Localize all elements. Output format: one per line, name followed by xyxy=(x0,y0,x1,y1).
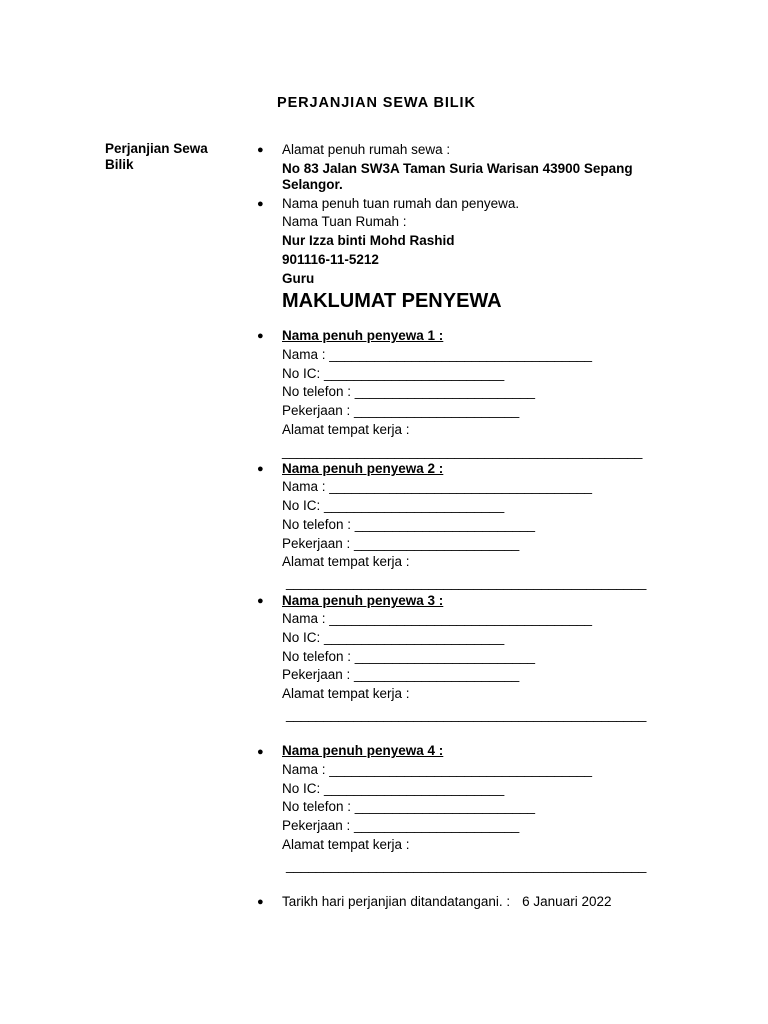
tenant-1-pekerjaan-field: Pekerjaan : ______________________ xyxy=(282,403,520,418)
signing-row xyxy=(282,893,611,911)
bullet-icon: ● xyxy=(257,595,264,607)
tenant-3-telefon-field: No telefon : ________________________ xyxy=(282,649,535,664)
tenant-4-telefon-field: No telefon : ________________________ xyxy=(282,799,535,814)
tenant-3-ic-field: No IC: ________________________ xyxy=(282,630,505,645)
tenant-1-heading: Nama penuh penyewa 1 : xyxy=(282,328,444,343)
tenant-3-heading: Nama penuh penyewa 3 : xyxy=(282,593,444,608)
side-label: Perjanjian Sewa Bilik xyxy=(105,141,208,172)
tenant-4-heading: Nama penuh penyewa 4 : xyxy=(282,743,444,758)
tenant-2-ic-field: No IC: ________________________ xyxy=(282,498,505,513)
tenant-3-alamat-line: ________________________________________________ xyxy=(286,707,647,722)
tenant-4-alamat-label: Alamat tempat kerja : xyxy=(282,837,410,852)
bullet-icon: ● xyxy=(257,330,264,342)
address-line-2: Selangor. xyxy=(282,177,343,192)
tenant-1-telefon-field: No telefon : ________________________ xyxy=(282,384,535,399)
tenant-2-alamat-line: ________________________________________________ xyxy=(286,575,647,590)
tenant-3-alamat-label: Alamat tempat kerja : xyxy=(282,686,410,701)
bullet-icon: ● xyxy=(257,746,264,758)
document-title: PERJANJIAN SEWA BILIK xyxy=(277,95,476,111)
signing-date: 6 Januari 2022 xyxy=(522,894,612,909)
tenant-3-nama-field: Nama : ___________________________________ xyxy=(282,611,593,626)
tenant-3-pekerjaan-field: Pekerjaan : ______________________ xyxy=(282,667,520,682)
tenant-1-alamat-label: Alamat tempat kerja : xyxy=(282,422,410,437)
tenant-4-alamat-line: ________________________________________________ xyxy=(286,858,647,873)
bullet-icon: ● xyxy=(257,198,264,210)
tenant-2-heading: Nama penuh penyewa 2 : xyxy=(282,461,444,476)
parties-label: Nama penuh tuan rumah dan penyewa. xyxy=(282,196,520,211)
tenant-4-ic-field: No IC: ________________________ xyxy=(282,781,505,796)
landlord-job: Guru xyxy=(282,271,315,286)
tenant-2-alamat-label: Alamat tempat kerja : xyxy=(282,554,410,569)
landlord-name: Nur Izza binti Mohd Rashid xyxy=(282,233,455,248)
address-label: Alamat penuh rumah sewa : xyxy=(282,142,451,157)
bullet-icon: ● xyxy=(257,896,264,908)
tenant-1-alamat-line: ________________________________________________ xyxy=(282,444,643,459)
tenant-4-pekerjaan-field: Pekerjaan : ______________________ xyxy=(282,818,520,833)
tenant-2-nama-field: Nama : ___________________________________ xyxy=(282,479,593,494)
tenant-1-nama-field: Nama : ___________________________________ xyxy=(282,347,593,362)
tenant-1-ic-field: No IC: ________________________ xyxy=(282,366,505,381)
tenant-section-heading: MAKLUMAT PENYEWA xyxy=(282,290,502,312)
tenant-4-nama-field: Nama : ___________________________________ xyxy=(282,762,593,777)
address-line-1: No 83 Jalan SW3A Taman Suria Warisan 43900 Sepang xyxy=(282,161,633,176)
signing-label: Tarikh hari perjanjian ditandatangani. : xyxy=(282,894,511,909)
landlord-ic: 901116-11-5212 xyxy=(282,252,379,267)
landlord-label: Nama Tuan Rumah : xyxy=(282,214,407,229)
tenant-2-telefon-field: No telefon : ________________________ xyxy=(282,517,535,532)
bullet-icon: ● xyxy=(257,463,264,475)
tenant-2-pekerjaan-field: Pekerjaan : ______________________ xyxy=(282,536,520,551)
bullet-icon: ● xyxy=(257,144,264,156)
